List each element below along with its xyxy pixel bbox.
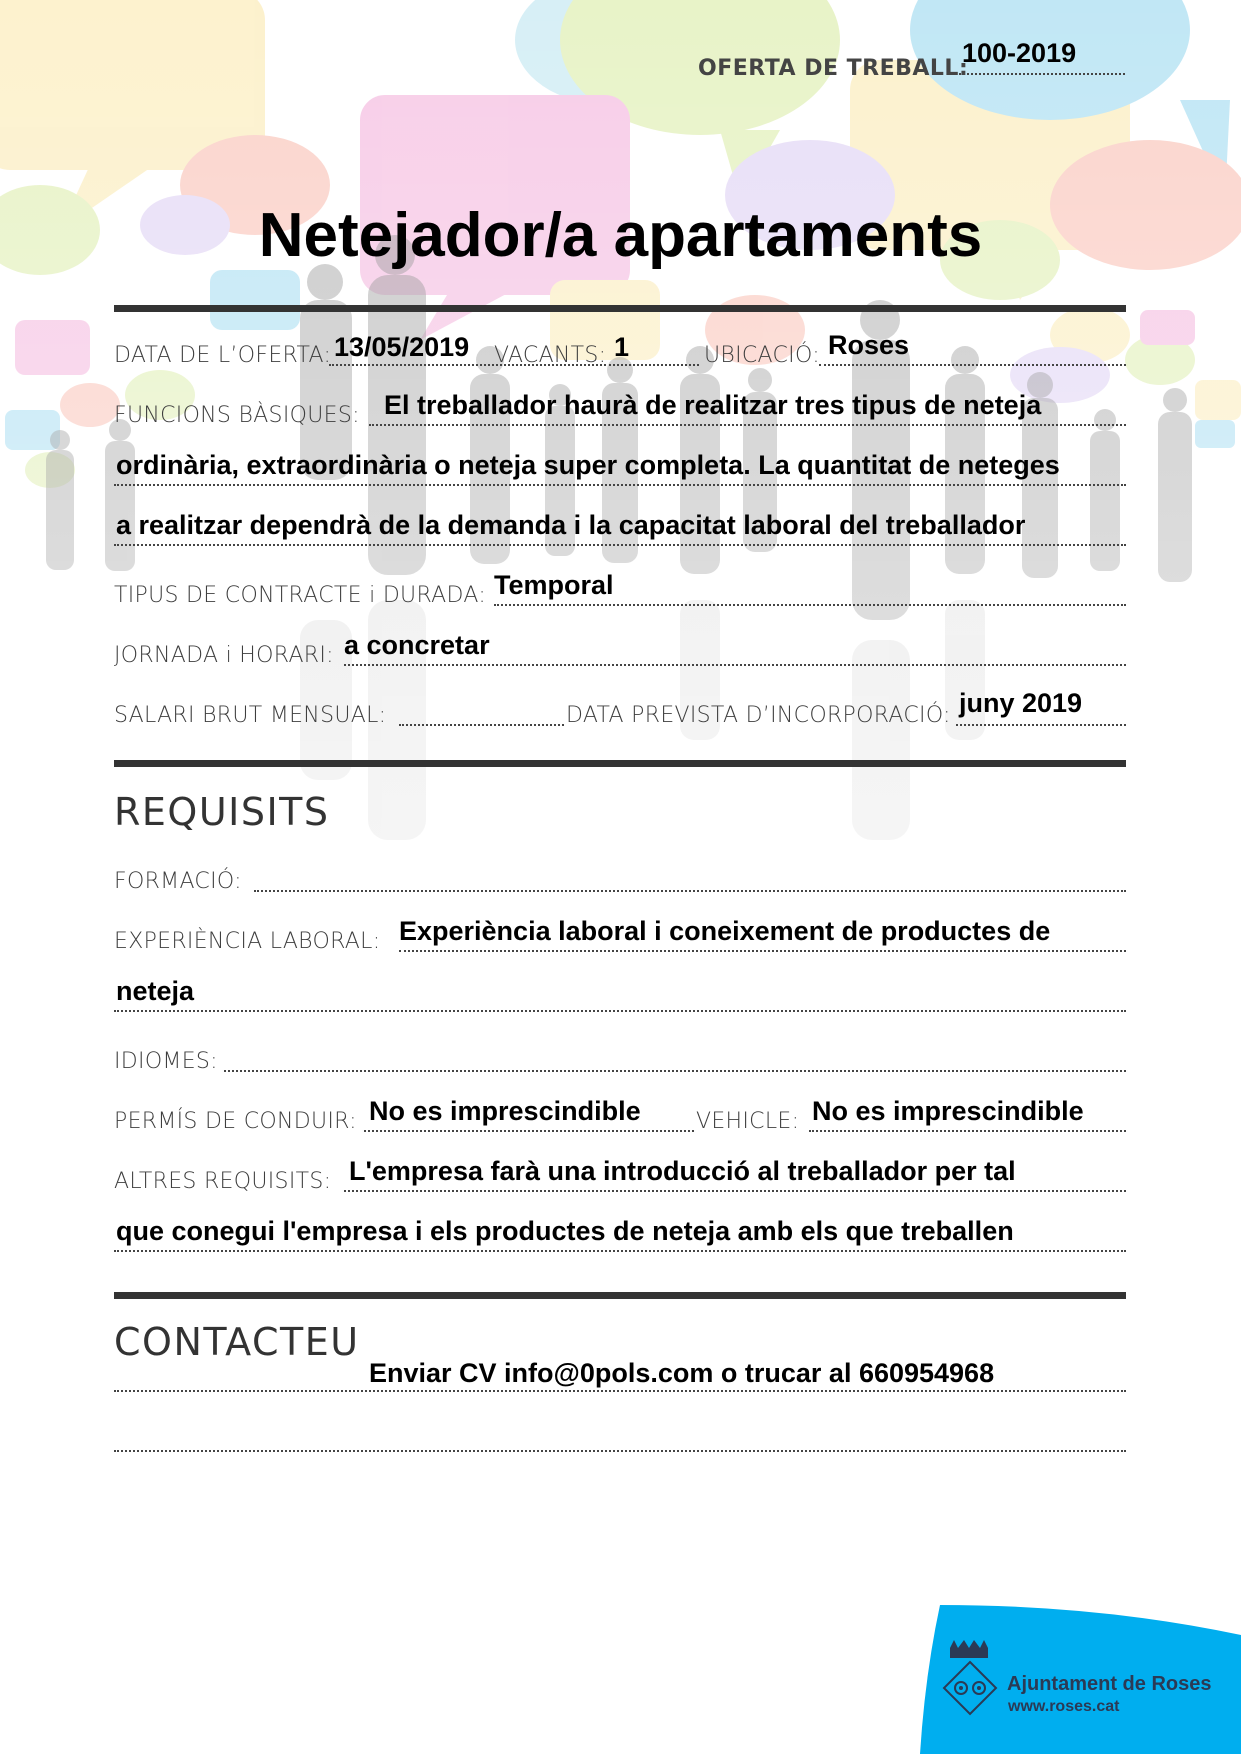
training-dots: [254, 890, 1126, 892]
functions-line-1: El treballador haurà de realitzar tres tipus de neteja: [384, 390, 1042, 420]
divider-middle: [114, 760, 1126, 767]
contract-value: Temporal: [494, 570, 614, 600]
contract-dots: [494, 604, 1126, 606]
schedule-value: a concretar: [344, 630, 490, 660]
experience-dots: [399, 950, 1126, 952]
contact-dots: [114, 1390, 1126, 1392]
experience-line-2: neteja: [116, 976, 195, 1006]
vehicle-label: VEHICLE:: [696, 1109, 800, 1134]
vacancies-label: VACANTS:: [494, 343, 607, 368]
location-label: UBICACIÓ:: [704, 343, 820, 368]
divider-bottom: [114, 1292, 1126, 1299]
functions-dots-3: [114, 544, 1126, 546]
other-line-2: que conegui l'empresa i els productes de neteja amb els que treballen: [116, 1216, 1014, 1246]
license-value: No es imprescindible: [369, 1096, 641, 1126]
salary-label: SALARI BRUT MENSUAL:: [114, 703, 387, 728]
logo-name: Ajuntament de Roses: [1007, 1673, 1212, 1695]
start-dots: [956, 724, 1126, 726]
offer-dots: [955, 73, 1125, 75]
vehicle-dots: [809, 1130, 1126, 1132]
training-row: [114, 858, 1126, 898]
functions-line-3: a realitzar dependrà de la demanda i la capacitat laboral del treballador: [116, 510, 1026, 540]
training-label: FORMACIÓ:: [114, 869, 242, 894]
contract-row: [114, 572, 1126, 612]
contact-heading: CONTACTEU: [114, 1320, 360, 1364]
license-row: [114, 1098, 1126, 1138]
functions-line-2: ordinària, extraordinària o neteja super completa. La quantitat de neteges: [116, 452, 1060, 480]
other-row-2: [114, 1218, 1126, 1258]
vacancies-dots: [604, 364, 699, 366]
start-label: DATA PREVISTA D’INCORPORACIÓ:: [566, 703, 951, 728]
start-value: juny 2019: [959, 688, 1083, 718]
functions-label: FUNCIONS BÀSIQUES:: [114, 403, 360, 428]
license-dots: [364, 1130, 694, 1132]
date-row: [114, 332, 1126, 372]
contact-row-2: [114, 1418, 1126, 1458]
schedule-row: [114, 632, 1126, 672]
date-value: 13/05/2019: [334, 332, 470, 362]
functions-row: [114, 392, 1126, 432]
page-title: Netejador/a apartaments: [258, 201, 983, 270]
functions-dots: [369, 424, 1126, 426]
requirements-heading: REQUISITS: [114, 790, 330, 834]
schedule-dots: [344, 664, 1126, 666]
divider-top: [114, 305, 1126, 312]
other-line-1: L'empresa farà una introducció al treballador per tal: [349, 1156, 1016, 1186]
logo-url: www.roses.cat: [1008, 1698, 1120, 1715]
languages-row: [114, 1038, 1126, 1078]
experience-line-1: Experiència laboral i coneixement de productes de: [399, 916, 1051, 946]
other-row: [114, 1158, 1126, 1198]
schedule-label: JORNADA i HORARI:: [114, 643, 334, 668]
date-label: DATA DE L’OFERTA:: [114, 343, 332, 368]
experience-dots-2: [114, 1010, 1126, 1012]
location-dots: [819, 364, 1126, 366]
other-label: ALTRES REQUISITS:: [114, 1169, 332, 1194]
functions-row-2: [114, 452, 1126, 492]
license-label: PERMÍS DE CONDUIR:: [114, 1109, 357, 1134]
contact-dots-2: [114, 1450, 1126, 1452]
languages-label: IDIOMES:: [114, 1049, 218, 1074]
languages-dots: [224, 1070, 1126, 1072]
other-dots: [344, 1190, 1126, 1192]
contact-line-1: Enviar CV info@0pols.com o trucar al 660954968: [369, 1358, 995, 1388]
contact-row: [114, 1358, 1126, 1398]
offer-number: 100-2019: [962, 38, 1077, 68]
salary-dots: [399, 724, 564, 726]
vehicle-value: No es imprescindible: [812, 1096, 1084, 1126]
other-dots-2: [114, 1250, 1126, 1252]
experience-label: EXPERIÈNCIA LABORAL:: [114, 929, 381, 954]
location-value: Roses: [828, 330, 910, 360]
crown-shield-icon: [940, 1640, 1000, 1720]
functions-row-3: [114, 512, 1126, 552]
experience-row: [114, 918, 1126, 958]
contract-label: TIPUS DE CONTRACTE i DURADA:: [114, 583, 487, 608]
experience-row-2: [114, 978, 1126, 1018]
vacancies-value: 1: [614, 332, 630, 362]
functions-dots-2: [114, 484, 1126, 486]
salary-row: [114, 688, 1126, 732]
offer-label: OFERTA DE TREBALL:: [698, 56, 969, 81]
